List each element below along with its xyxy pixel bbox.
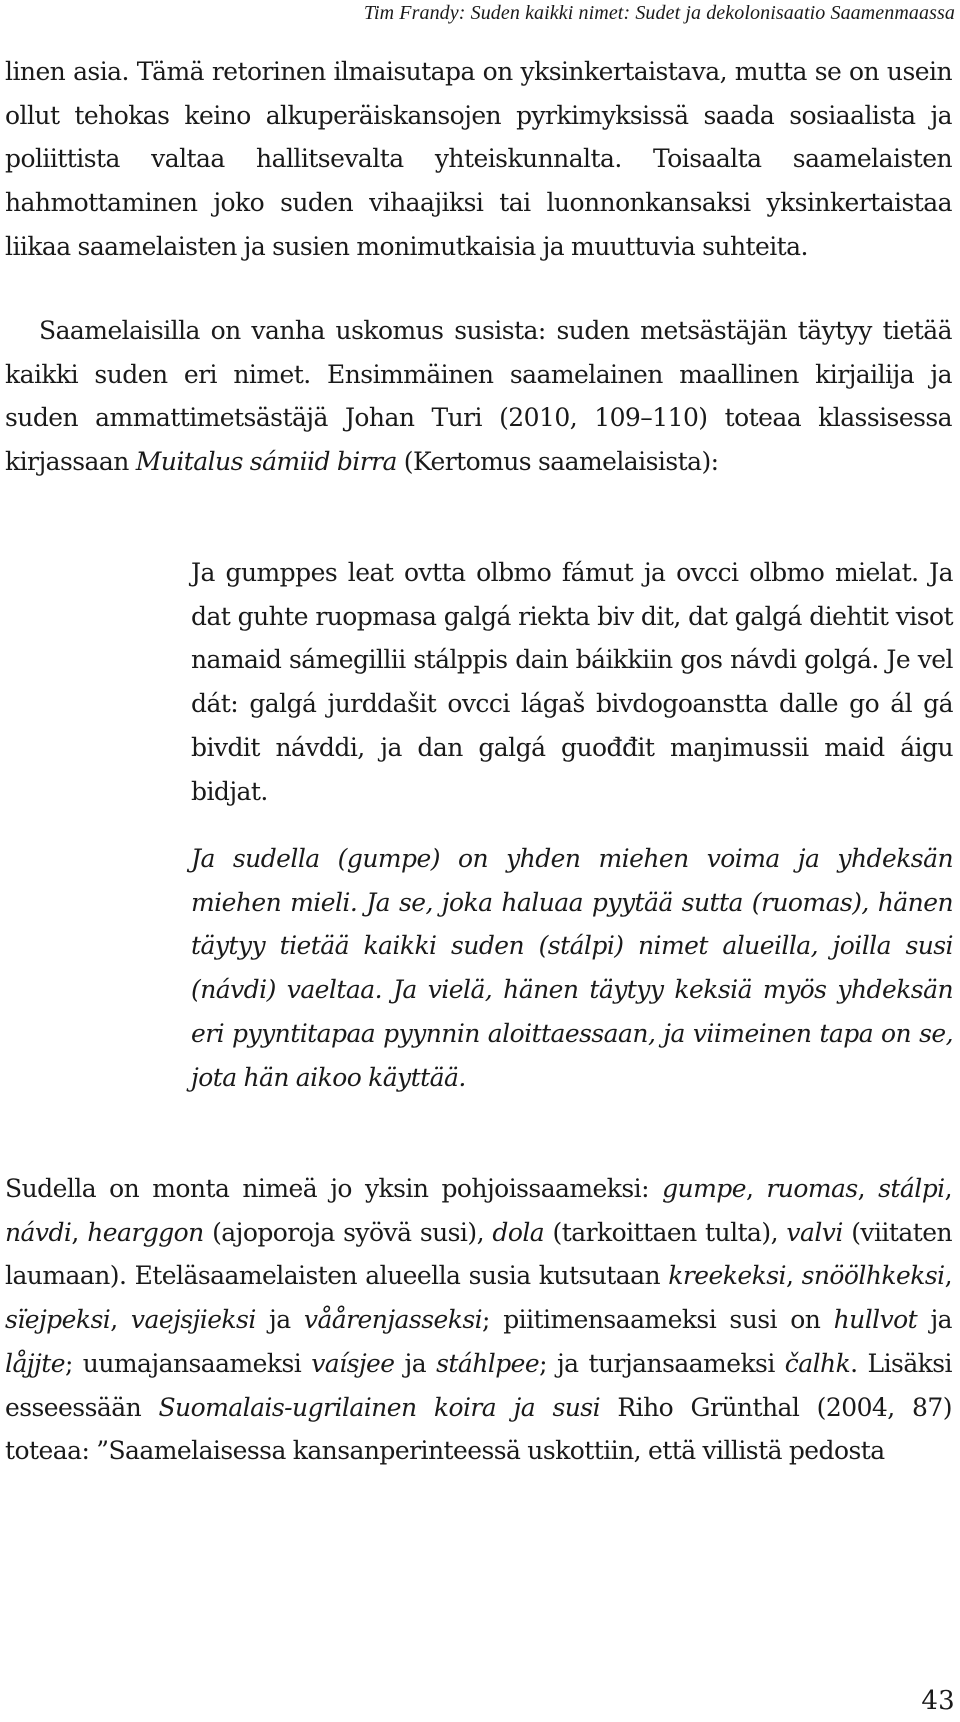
paragraph-text: (Kertomus saamelaisista):	[396, 447, 719, 477]
paragraph-text: . Lisäksi esseessään	[5, 1348, 952, 1422]
wolf-name-term: vaejsjieksi	[130, 1305, 256, 1335]
paragraph-text: ,	[785, 1261, 802, 1291]
wolf-name-term: dola	[492, 1217, 545, 1247]
block-quote-translation: Ja sudella (gumpe) on yhden miehen voima ja yhdeksän miehen mieli. Ja se, joka haluaa pyytää sutta (ruomas), hänen täytyy tietää kaikki suden (stálpi) nimet alueilla, joilla susi (návdi) vaeltaa. Ja vielä, hänen täytyy keksiä myös yhdeksän eri pyyntitapaa pyynnin aloittaessaan, ja viimeinen tapa on se, jota hän aikoo käyttää.	[191, 844, 953, 1092]
paragraph-continued: linen asia. Tämä retorinen ilmaisutapa on yksinkertaistava, mutta se on usein ollut tehokas keino alkuperäiskansojen pyrkimyksissä saada sosiaalista ja poliittista valtaa hallitsevalta yhteiskunnalta. Toisaalta saamelaisten hahmottaminen joko suden vihaajiksi tai luonnonkansaksi yksinkertaistaa liikaa saamelaisten ja susien monimutkaisia ja muuttuvia suhteita.	[5, 57, 952, 261]
paragraph-text: ,	[857, 1174, 879, 1203]
wolf-name-term: stálpi	[878, 1174, 945, 1203]
paragraph-text: Riho Grünthal (2004, 87) toteaa: ”Saamelaisessa kansanperinteessä uskottiin, että villistä pedosta	[5, 1392, 952, 1466]
paragraph-text: ; ja turjansaameksi	[539, 1348, 785, 1378]
wolf-name-term: hearggon	[87, 1217, 204, 1247]
paragraph-text: (ajoporoja syövä susi),	[203, 1217, 493, 1247]
wolf-name-term: sïejpeksi	[5, 1305, 111, 1335]
wolf-name-term: stáhlpee	[436, 1348, 540, 1378]
wolf-name-term: ruomas	[766, 1174, 858, 1203]
paragraph-text: (tarkoittaen tulta),	[544, 1217, 787, 1247]
running-header: Tim Frandy: Suden kaikki nimet: Sudet ja dekolonisaatio Saamenmaassa	[363, 2, 955, 24]
wolf-name-term: valvi	[786, 1217, 843, 1247]
book-title: Muitalus sámiid birra	[135, 447, 397, 477]
paragraph-text: (viitaten laumaan). Eteläsaamelaisten alueella susia kutsutaan	[5, 1217, 953, 1291]
wolf-name-term: låjjte	[5, 1348, 65, 1378]
wolf-name-term: čalhk	[784, 1348, 851, 1378]
wolf-name-term: våårenjasseksi	[303, 1305, 483, 1335]
essay-title: Suomalais-ugrilainen koira ja susi	[158, 1392, 601, 1422]
paragraph-text: ; piitimensaameksi susi on	[482, 1305, 834, 1335]
wolf-name-term: hullvot	[833, 1305, 918, 1335]
paragraph-text: ja	[255, 1305, 304, 1335]
paragraph-text: Saamelaisilla on vanha uskomus susista: suden metsästäjän täytyy tietää kaikki suden eri nimet. Ensimmäinen saamelainen maallinen kirjailija ja suden ammattimetsästäjä Johan Turi (2010, 109–110) toteaa klassisessa kirjassaan	[5, 316, 952, 477]
paragraph-wolf-names	[5, 1167, 952, 1473]
paragraph-text: ; uumajansaameksi	[64, 1348, 312, 1378]
wolf-name-term: návdi	[5, 1217, 72, 1247]
paragraph-text: ja	[917, 1305, 953, 1335]
paragraph-text: ,	[944, 1261, 952, 1291]
wolf-name-term: vaísjee	[311, 1348, 395, 1378]
paragraph-text: ,	[944, 1174, 953, 1203]
wolf-name-term: snöölhkeksi	[801, 1261, 945, 1291]
paragraph-text: ja	[394, 1348, 437, 1378]
wolf-name-term: kreekeksi	[668, 1261, 786, 1291]
wolf-name-term: gumpe	[662, 1174, 746, 1203]
page-number: 43	[921, 1686, 955, 1716]
paragraph-text: ,	[110, 1305, 131, 1335]
paragraph-text: Sudella on monta nimeä jo yksin pohjoissaameksi:	[5, 1174, 663, 1203]
paragraph-turi-intro	[5, 309, 952, 484]
paragraph-text: ,	[745, 1174, 767, 1203]
paragraph-text: ,	[71, 1217, 88, 1247]
block-quote-sami: Ja gumppes leat ovtta olbmo fámut ja ovcci olbmo mielat. Ja dat guhte ruopmasa galgá riekta biv dit, dat galgá diehtit visot namaid sámegillii stálppis dain báikkiin gos návdi golgá. Je vel dát: galgá jurddašit ovcci lágaš bivdogoanstta dalle go ál gá bivdit návddi, ja dan galgá guođđit maŋimussii maid áigu bidjat.	[191, 558, 953, 806]
